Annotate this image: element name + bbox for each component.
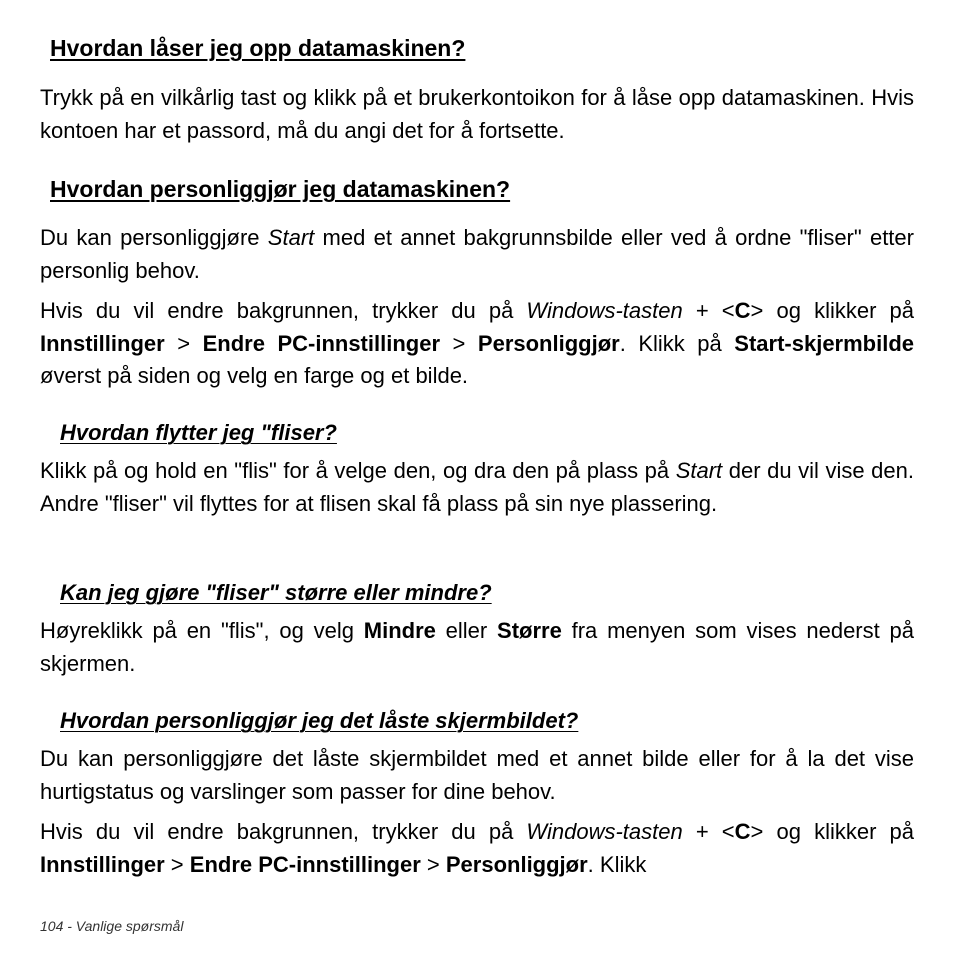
page-footer: 104 - Vanlige spørsmål xyxy=(40,918,184,934)
paragraph-resize-tiles: Høyreklikk på en "flis", og velg Mindre eller Større fra menyen som vises nederst på skjermen. xyxy=(40,618,915,676)
paragraph-move-tiles: Klikk på og hold en "flis" for å velge den, og dra den på plass på Start der du vil vise den. Andre "fliser" vil flyttes for at flisen skal få plass på sin nye plassering. xyxy=(40,458,914,516)
heading-personalize-computer: Hvordan personliggjør jeg datamaskinen? xyxy=(50,176,511,202)
paragraph-unlock-computer: Trykk på en vilkårlig tast og klikk på et brukerkontoikon for å låse opp datamaskinen. Hvis kontoen har et passord, må du angi det for å fortsette. xyxy=(40,85,914,143)
heading-move-tiles: Hvordan flytter jeg "fliser? xyxy=(60,420,337,445)
paragraph-change-background: Hvis du vil endre bakgrunnen, trykker du på Windows-tasten + <C> og klikker på Innstillinger > Endre PC-innstillinger > Personliggjør. Klikk på Start-skjermbilde øverst på siden og velg en farge og et bilde. xyxy=(40,298,915,388)
paragraph-lock-screen: Du kan personliggjøre det låste skjermbildet med et annet bilde eller for å la det vise hurtigstatus og varslinger som passer for dine behov. xyxy=(40,746,914,804)
paragraph-personalize-start: Du kan personliggjøre Start med et annet bakgrunnsbilde eller ved å ordne "fliser" etter personlig behov. xyxy=(40,225,914,283)
paragraph-lock-screen-background: Hvis du vil endre bakgrunnen, trykker du på Windows-tasten + <C> og klikker på Innstillinger > Endre PC-innstillinger > Personliggjør. Klikk xyxy=(40,819,914,877)
heading-unlock-computer: Hvordan låser jeg opp datamaskinen? xyxy=(50,35,466,61)
heading-resize-tiles: Kan jeg gjøre "fliser" større eller mindre? xyxy=(60,580,492,605)
heading-personalize-lock-screen: Hvordan personliggjør jeg det låste skjermbildet? xyxy=(60,708,579,733)
